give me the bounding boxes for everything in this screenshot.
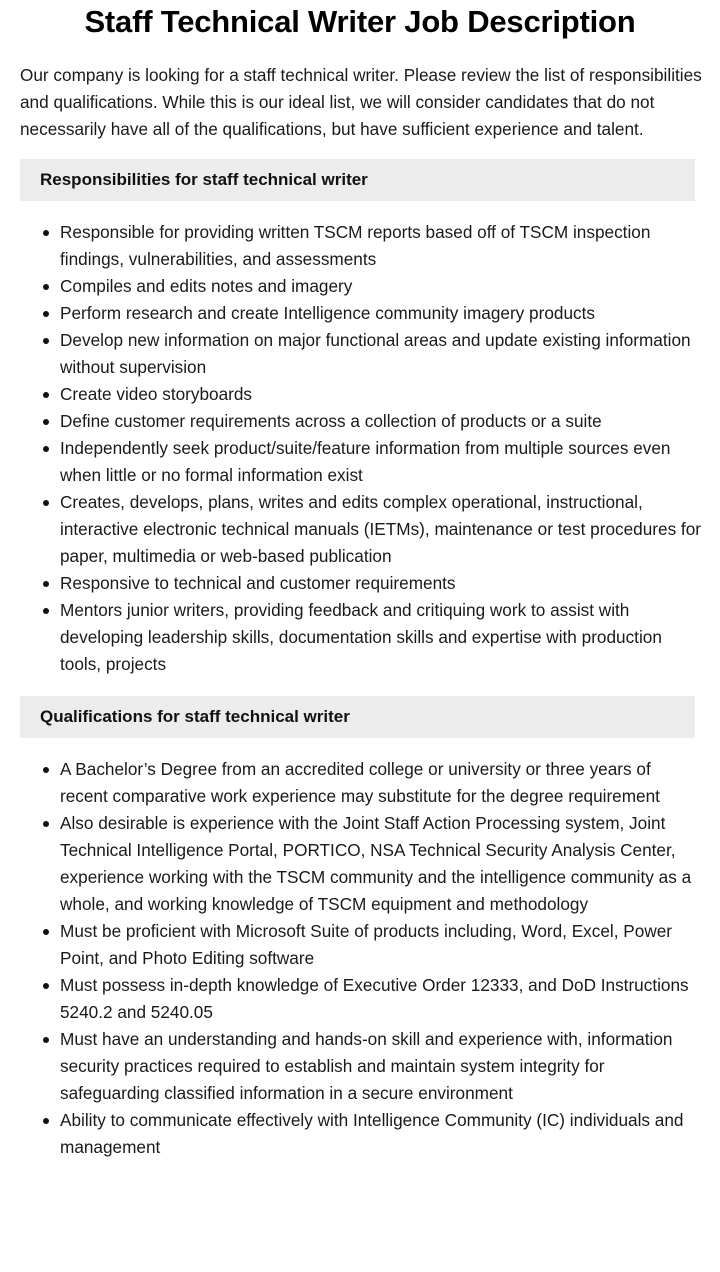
list-item: Must be proficient with Microsoft Suite of products including, Word, Excel, Power Point, and Photo Editing software <box>60 918 702 972</box>
qualifications-heading: Qualifications for staff technical writer <box>20 696 695 738</box>
page-title: Staff Technical Writer Job Description <box>84 4 636 39</box>
list-item: Develop new information on major functional areas and update existing information without supervision <box>60 327 702 381</box>
qualifications-list <box>0 756 702 1161</box>
list-item: Responsible for providing written TSCM reports based off of TSCM inspection findings, vulnerabilities, and assessments <box>60 219 702 273</box>
intro-paragraph: Our company is looking for a staff technical writer. Please review the list of responsibilities and qualifications. While this is our ideal list, we will consider candidates that do not necessarily have all of the qualifications, but have sufficient experience and talent. <box>20 65 702 139</box>
list-item: Also desirable is experience with the Joint Staff Action Processing system, Joint Technical Intelligence Portal, PORTICO, NSA Technical Security Analysis Center, experience working with the TSCM community and the intelligence community as a whole, and working knowledge of TSCM equipment and methodology <box>60 810 702 918</box>
list-item: A Bachelor’s Degree from an accredited college or university or three years of recent comparative work experience may substitute for the degree requirement <box>60 756 702 810</box>
list-item: Compiles and edits notes and imagery <box>60 273 702 300</box>
list-item: Define customer requirements across a collection of products or a suite <box>60 408 702 435</box>
list-item: Ability to communicate effectively with Intelligence Community (IC) individuals and management <box>60 1107 702 1161</box>
list-item: Create video storyboards <box>60 381 702 408</box>
list-item: Mentors junior writers, providing feedback and critiquing work to assist with developing leadership skills, documentation skills and expertise with production tools, projects <box>60 597 702 678</box>
list-item: Independently seek product/suite/feature information from multiple sources even when little or no formal information exist <box>60 435 702 489</box>
list-item: Creates, develops, plans, writes and edits complex operational, instructional, interactive electronic technical manuals (IETMs), maintenance or test procedures for paper, multimedia or web-based publication <box>60 489 702 570</box>
list-item: Responsive to technical and customer requirements <box>60 570 702 597</box>
responsibilities-heading: Responsibilities for staff technical writer <box>20 159 695 201</box>
list-item: Must possess in-depth knowledge of Executive Order 12333, and DoD Instructions 5240.2 and 5240.05 <box>60 972 702 1026</box>
list-item: Perform research and create Intelligence community imagery products <box>60 300 702 327</box>
list-item: Must have an understanding and hands-on skill and experience with, information security practices required to establish and maintain system integrity for safeguarding classified information in a secure environment <box>60 1026 702 1107</box>
responsibilities-list <box>0 219 702 678</box>
